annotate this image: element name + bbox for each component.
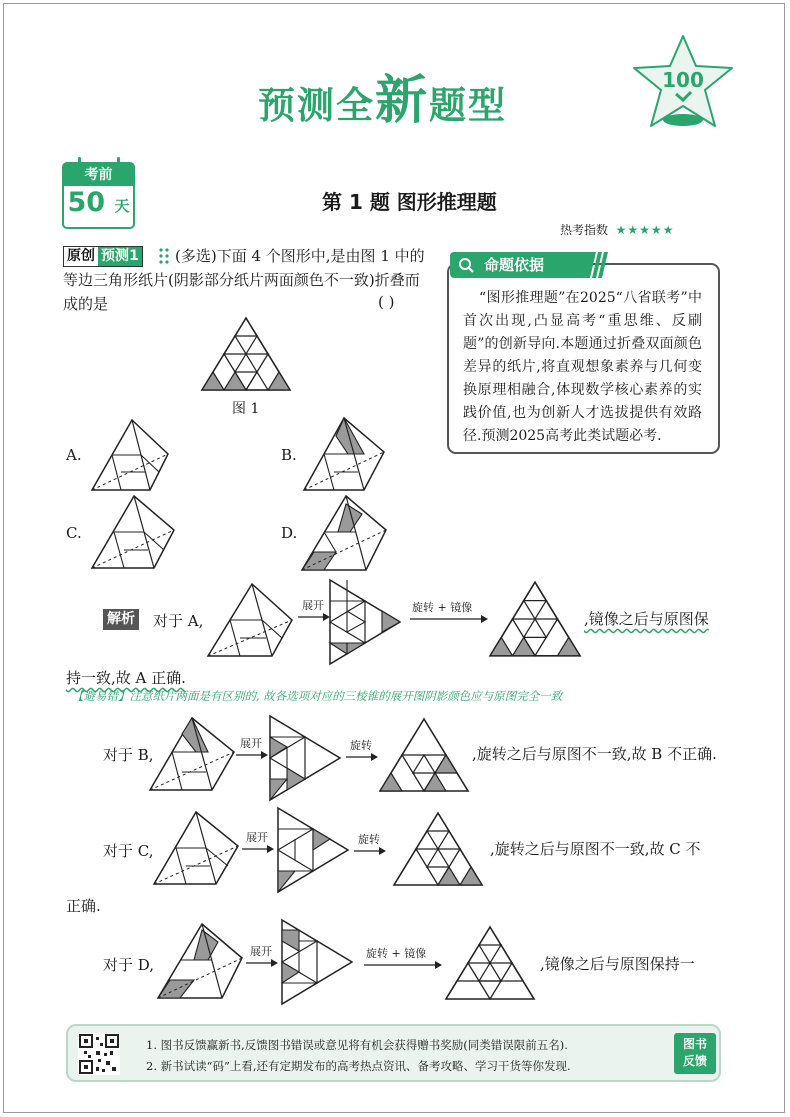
result-triangle-b: [378, 716, 470, 794]
option-c-prism: [90, 494, 180, 570]
solution-b-suffix: ,旋转之后与原图不一致,故 B 不正确.: [472, 745, 717, 763]
option-b-prism: [302, 416, 388, 492]
unfolded-net-d: [280, 918, 354, 1006]
solution-d-suffix: ,镜像之后与原图保持一: [540, 955, 695, 973]
unfolded-net-b: [268, 714, 342, 802]
figure-1-triangle: [200, 316, 292, 392]
dots-icon: [158, 247, 170, 265]
solution-a-prism: [206, 582, 298, 658]
solution-d-prism: [156, 922, 248, 1000]
result-triangle-a: [488, 580, 582, 658]
unfolded-net-a: [328, 578, 402, 666]
unfolded-net-c: [276, 806, 350, 894]
arrow-rotate-c: [354, 846, 386, 856]
arrow-unfold-d: [246, 958, 278, 968]
solution-b-prefix: 对于 B,: [103, 746, 154, 764]
question-title: 第 1 题 图形推理题: [322, 190, 497, 214]
arrow-rotate-mirror-a: [410, 614, 488, 624]
unfold-label-a: 展开: [302, 599, 324, 612]
solution-a-cont: 持一致,故 A 正确.: [66, 669, 186, 687]
option-a-label: A.: [66, 446, 82, 464]
unfold-label-c: 展开: [246, 831, 268, 844]
solution-a-prefix: 对于 A,: [153, 612, 204, 630]
basis-box: “图形推理题”在2025“八省联考”中首次出现,凸显高考“重思维、反刷题”的创新导向.本题通过折叠双面颜色差异的纸片,将直观想象素养与几何变换原理相融合,体现数学核心素养的实践价值,也为创新人才选拔提供有效路径.预测2025高考此类试题必考.: [447, 263, 720, 454]
solution-c-suffix: ,旋转之后与原图不一致,故 C 不: [490, 840, 701, 858]
question-text: (多选)下面 4 个图形中,是由图 1 中的等边三角形纸片(阴影部分纸片两面颜色不一致)折叠而成的是: [63, 247, 425, 313]
hot-stars: ★★★★★: [615, 223, 675, 237]
solution-c-prefix: 对于 C,: [103, 842, 154, 860]
arrow-rotate-mirror-d: [364, 960, 442, 970]
svg-text:100: 100: [662, 68, 704, 92]
countdown-calendar: 考前 50 天: [62, 162, 135, 229]
stripe-decoration: [588, 252, 610, 278]
star-100-badge: [628, 32, 738, 132]
footer-line-2: 2. 新书试读“码”上看,还有定期发布的高考热点资讯、备考攻略、学习干货等你发现.: [146, 1059, 571, 1073]
footer-line-1: 1. 图书反馈赢新书,反馈图书错误或意见将有机会获得赠书奖励(同类错误限前五名).: [146, 1038, 568, 1052]
solution-d-prefix: 对于 D,: [103, 956, 155, 974]
rotate-label-c: 旋转: [358, 833, 380, 846]
option-d-label: D.: [281, 524, 298, 542]
arrow-unfold-c: [242, 844, 274, 854]
error-note: 【避易错】注意纸片两面是有区别的, 故各选项对应的三棱锥的展开图阴影颜色应与原图完全一致: [72, 689, 563, 703]
option-a-prism: [90, 418, 176, 492]
arrow-rotate-b: [346, 752, 378, 762]
figure-1-caption: 图 1: [232, 401, 260, 417]
qr-code-icon[interactable]: [78, 1033, 120, 1075]
hot-index: 热考指数 ★★★★★: [560, 223, 675, 237]
answer-blank: ( ): [378, 293, 395, 311]
feedback-tag[interactable]: 图书 反馈: [674, 1033, 716, 1074]
rotate-mirror-label-a: 旋转 + 镜像: [412, 601, 473, 614]
arrow-unfold-a: [298, 612, 330, 622]
result-triangle-d: [444, 924, 536, 1002]
original-predict-tag: 原创 预测1: [63, 246, 143, 267]
option-b-label: B.: [281, 446, 297, 464]
unfold-label-b: 展开: [240, 737, 262, 750]
solution-c-cont: 正确.: [66, 897, 101, 915]
page-header-title: 预测全新题型: [258, 71, 508, 131]
solution-a-suffix: ,镜像之后与原图保: [584, 610, 709, 628]
solution-tag: 解析: [103, 609, 139, 630]
option-d-prism: [300, 494, 390, 572]
magnifier-icon: [458, 257, 474, 273]
rotate-label-b: 旋转: [350, 739, 372, 752]
solution-b-prism: [148, 716, 238, 792]
unfold-label-d: 展开: [250, 945, 272, 958]
result-triangle-c: [392, 810, 484, 888]
arrow-unfold-b: [236, 750, 268, 760]
option-c-label: C.: [66, 524, 82, 542]
basis-tag: 命题依据: [450, 252, 588, 278]
rotate-mirror-label-d: 旋转 + 镜像: [366, 947, 427, 960]
solution-c-prism: [152, 810, 242, 886]
